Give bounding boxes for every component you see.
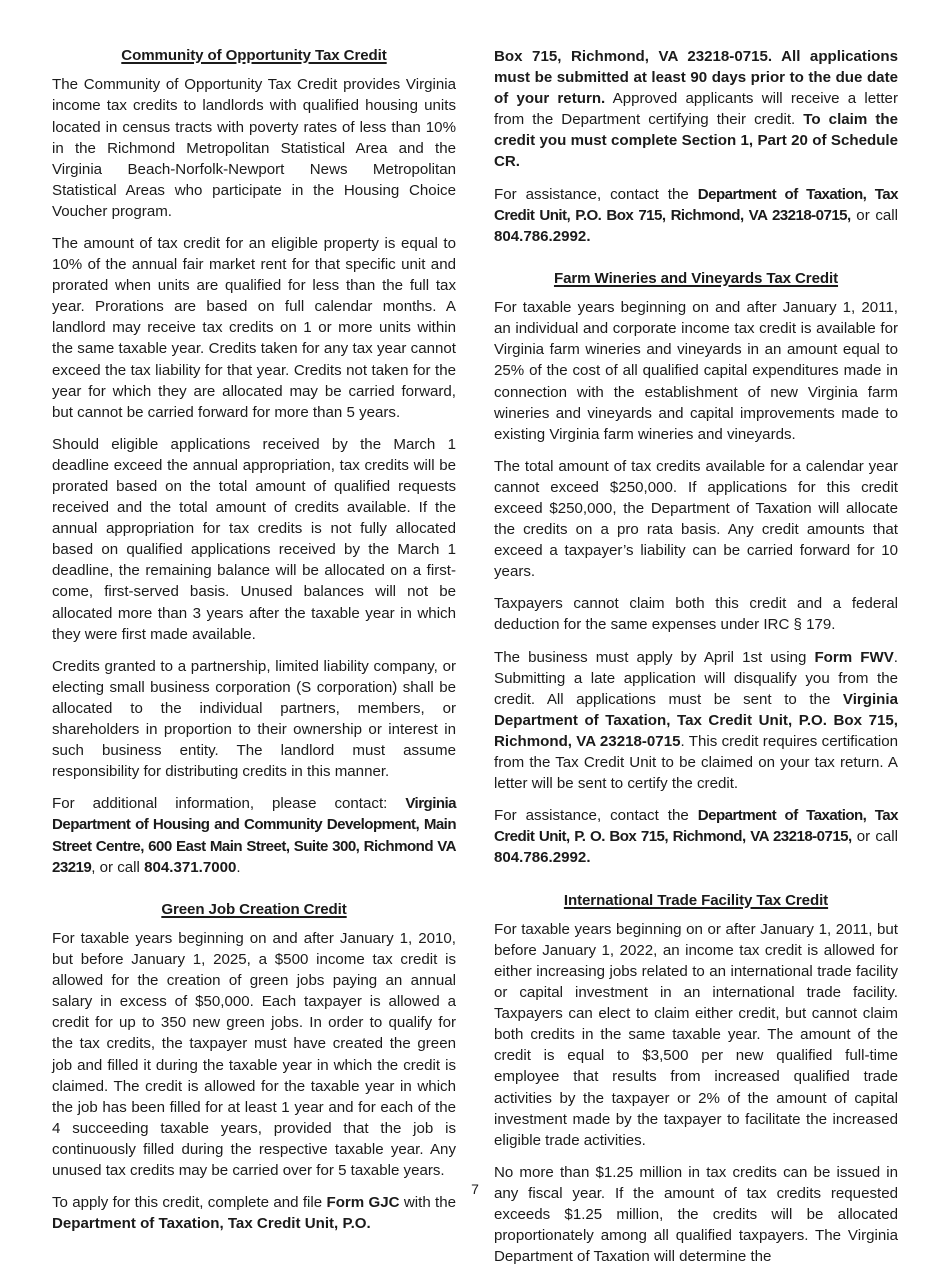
text-run: The Community of Opportunity Tax Credit provides Virginia income tax credits to landlords with qualified housing units located in census tracts with poverty rates of less than 10% in the Richmond Metropolitan Statistical Area and the Virginia Beach-Norfolk-Newport News Metropolitan Statistical Areas who participate in the Housing Choice Voucher program. — [52, 76, 456, 220]
heading-community-of-opportunity-tax-credit — [52, 46, 456, 65]
paragraph-coc-credit-amount — [52, 233, 456, 423]
text-run: Approved applicants will receive a letter from the Department certifying their credit. — [494, 90, 898, 129]
text-run: with the — [399, 1194, 457, 1212]
text-run: To apply for this credit, complete and file — [52, 1194, 327, 1212]
page-number: 7 — [471, 1181, 479, 1197]
emphasis-run: Box 715, Richmond, VA 23218-0715. All applications must be submitted at least 90 days prior to the due date of your return. — [494, 48, 898, 108]
emphasis-run: 804.786.2992. — [494, 849, 591, 867]
text-run: For additional information, please contact: — [52, 795, 406, 813]
text-run: The business must apply by April 1st using — [494, 648, 815, 666]
emphasis-run: Form GJC — [326, 1194, 400, 1212]
text-run: The total amount of tax credits available for a calendar year cannot exceed $250,000. If applications for this credit exceed $250,000, the Department of Taxation will allocate the credits on a pro rata basis. Any credit amounts that exceed a taxpayer’s liability can be carried forward for 10 years. — [494, 457, 898, 581]
paragraph-coc-pass-through-entities — [52, 656, 456, 783]
heading-text: International Trade Facility Tax Credit — [563, 891, 829, 909]
text-run: or call — [850, 206, 898, 224]
paragraph-fwv-assistance — [494, 805, 898, 868]
text-run: Credits granted to a partnership, limited liability company, or electing small business corporation (S corporation) shall be allocated to the individual partners, members, or shareholders in proportion to their ownership or interest in such business entity. The landlord must assume responsibility for distributing credits in this manner. — [52, 657, 456, 781]
heading-international-trade-facility-tax-credit — [494, 891, 898, 910]
paragraph-gjc-application-continued — [494, 46, 898, 173]
text-run: No more than $1.25 million in tax credits can be issued in any fiscal year. If the amount of tax credits requested exceeds $1.25 million, the credits will be allocated proportionately among all qualified taxpayers. The Virginia Department of Taxation will determine the — [494, 1163, 898, 1266]
left-column — [52, 46, 456, 1234]
emphasis-run: 804.786.2992. — [494, 227, 591, 245]
text-run: . Submitting a late application will disqualify you from the credit. All applications must be sent to the — [494, 648, 898, 708]
text-run: For assistance, contact the — [494, 185, 698, 203]
paragraph-fwv-federal-deduction-restriction — [494, 593, 898, 635]
text-run: Taxpayers cannot claim both this credit and a federal deduction for the same expenses under IRC § 179. — [494, 595, 898, 634]
paragraph-coc-overview — [52, 74, 456, 222]
text-run: . This credit requires certification from the Tax Credit Unit to be claimed on your tax return. A letter will be sent to certify the credit. — [494, 732, 898, 793]
text-run: . — [236, 858, 241, 876]
text-run: For taxable years beginning on and after January 1, 2010, but before January 1, 2025, a $500 income tax credit is allowed for the creation of green jobs paying an annual salary in excess of $50,000. Each taxpayer is allowed a credit for up to 350 new green jobs. In order to qualify for the tax credits, the taxpayer must have created the green job and filled it during the taxable year in which the credit is claimed. The credit is allowed for the taxable year in which the job has been filled for at least 1 year and for each of the 4 succeeding taxable years, provided that the job is continuously filled during the respective taxable year. Any unused tax credits may be carried over for 5 taxable years. — [52, 930, 456, 1180]
two-column-body — [52, 46, 898, 1266]
emphasis-run: Form FWV — [814, 648, 894, 666]
paragraph-fwv-application-process — [494, 647, 898, 795]
text-run: The amount of tax credit for an eligible property is equal to 10% of the annual fair market rent for that specific unit and prorated when units are qualified for less than the full tax year. Prorations are based on full calendar months. A landlord may receive tax credits on 1 or more units within the same taxable year. Credits taken for any tax year cannot exceed the tax liability for that year. Credits not taken for the year for which they are allocated may be carried forward, but cannot be carried forward for more than 5 years. — [52, 234, 456, 421]
paragraph-fwv-overview — [494, 297, 898, 445]
paragraph-gjc-overview — [52, 928, 456, 1181]
emphasis-run: Department of Taxation, Tax Credit Unit, P.O. — [52, 1215, 371, 1233]
emphasis-run: To claim the credit you must complete Section 1, Part 20 of Schedule CR. — [494, 111, 898, 171]
emphasis-run: Virginia Department of Taxation, Tax Credit Unit, P.O. Box 715, Richmond, VA 23218-0715 — [494, 690, 898, 750]
paragraph-itf-overview — [494, 919, 898, 1151]
emphasis-run: 804.371.7000 — [144, 858, 237, 876]
paragraph-fwv-annual-cap — [494, 456, 898, 583]
heading-text: Community of Opportunity Tax Credit — [121, 47, 387, 64]
heading-green-job-creation-credit — [52, 900, 456, 919]
text-run: For taxable years beginning on or after January 1, 2011, but before January 1, 2022, an income tax credit is allowed for either increasing jobs related to an international trade facility or capital investment in an international trade facility. Taxpayers can elect to claim either credit, but cannot claim both credits in the same taxable year. The amount of the credit is equal to $3,500 per new qualified full-time employee that results from increased qualified trade activities by the taxpayer or 2% of the amount of capital investment made by the taxpayer to facilitate the increased eligible trade activities. — [494, 920, 898, 1149]
heading-text: Green Job Creation Credit — [161, 900, 347, 918]
heading-text: Farm Wineries and Vineyards Tax Credit — [553, 269, 839, 287]
paragraph-coc-proration-and-allocation — [52, 434, 456, 645]
text-run: Should eligible applications received by the March 1 deadline exceed the annual appropriation, tax credits will be prorated based on the total amount of qualified requests received and the total amount of credits available. If the annual appropriation for tax credits is not fully allocated based on qualified applications received by the March 1 deadline, the remaining balance will be allocated on a first-come, first-served basis. Unused balances will not be allocated more than 3 years after the taxable year in which they were first made available. — [52, 435, 456, 643]
right-column — [494, 46, 898, 1267]
emphasis-run: Department of Taxation, Tax Credit Unit, P.O. Box 715, Richmond, VA 23218-0715, — [494, 185, 898, 224]
paragraph-gjc-how-to-apply — [52, 1192, 456, 1234]
text-run: For assistance, contact the — [494, 807, 698, 825]
emphasis-run: Department of Taxation, Tax Credit Unit, P. O. Box 715, Richmond, VA 23218-0715, — [494, 807, 898, 846]
heading-farm-wineries-and-vineyards-tax-credit — [494, 269, 898, 288]
text-run: , or call — [91, 858, 145, 876]
paragraph-coc-contact-information — [52, 793, 456, 877]
emphasis-run: Virginia Department of Housing and Community Development, Main Street Centre, 600 East Main Street, Suite 300, Richmond VA 23219 — [52, 795, 456, 876]
paragraph-itf-fiscal-year-cap — [494, 1162, 898, 1267]
text-run: For taxable years beginning on and after January 1, 2011, an individual and corporate income tax credit is available for Virginia farm wineries and vineyards in an amount equal to 25% of the cost of all qualified capital expenditures made in connection with the establishment of new Virginia farm wineries and vineyards and capital improvements made to existing Virginia farm wineries and vineyards. — [494, 299, 898, 443]
paragraph-gjc-assistance — [494, 184, 898, 247]
text-run: or call — [851, 828, 898, 846]
